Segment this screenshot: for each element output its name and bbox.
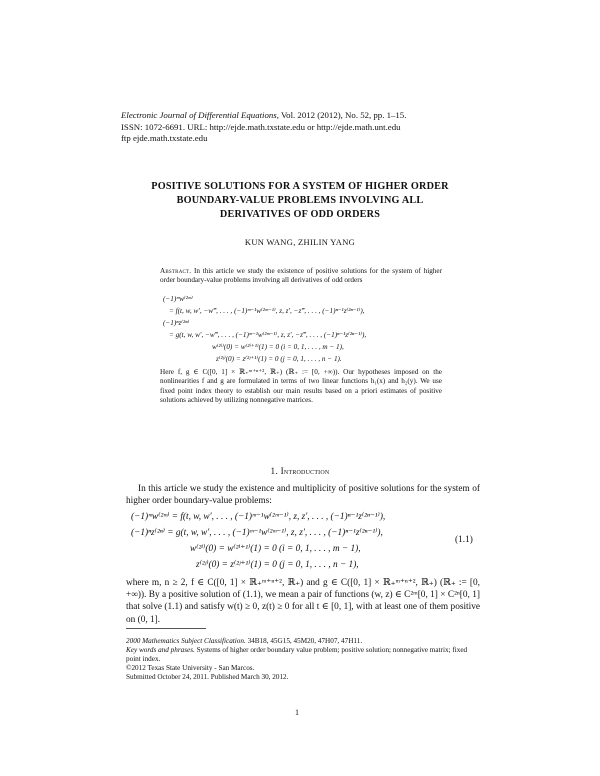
copyright: ©2012 Texas State University - San Marcos. — [126, 664, 255, 672]
paper-title — [110, 180, 490, 222]
msc-codes: 34B18, 45G15, 45M20, 47H07, 47H11. — [245, 637, 363, 645]
intro-paragraph: In this article we study the existence and multiplicity of positive solutions for the system of higher order boundary-value problems: — [126, 484, 480, 507]
section-heading — [110, 466, 490, 476]
authors: KUN WANG, ZHILIN YANG — [244, 237, 356, 247]
title-line-3: DERIVATIVES OF ODD ORDERS — [219, 209, 381, 220]
abstract-label: Abstract. — [160, 267, 192, 275]
section-title: Introduction — [280, 466, 330, 476]
journal-volume: , Vol. 2012 (2012), No. 52, pp. 1–15. — [276, 110, 407, 120]
title-line-1: POSITIVE SOLUTIONS FOR A SYSTEM OF HIGHER ORDER — [151, 181, 449, 192]
msc-line — [126, 637, 482, 646]
abstract-outro: Here f, g ∈ C([0, 1] × ℝ₊ᵐ⁺ⁿ⁺², ℝ₊) (ℝ₊ := [0, +∞)). Our hypotheses imposed on the nonlinearities f and g are formulated in terms of two linear functions h₁(x) and h₂(y). We use fixed point index theory to establish our main results based on a priori estimates of positive solutions achieved by utilizing nonnegative matrices. — [160, 368, 442, 404]
equation-number: (1.1) — [455, 535, 473, 545]
title-line-2: BOUNDARY-VALUE PROBLEMS INVOLVING ALL — [176, 195, 424, 206]
submission-dates: Submitted October 24, 2011. Published March 30, 2012. — [126, 673, 289, 681]
footnote-rule — [126, 628, 206, 629]
keywords-label: Key words and phrases. — [126, 646, 195, 654]
journal-name: Electronic Journal of Differential Equations — [121, 110, 277, 120]
abstract-eq-f: = f(t, w, w′, −w‴, . . . , (−1)ᵐ⁻¹w⁽²ᵐ⁻¹⁾, z, z′, −z‴, . . . , (−1)ⁿ⁻¹z⁽²ⁿ⁻¹⁾), — [169, 307, 365, 315]
msc-label: 2000 Mathematics Subject Classification. — [126, 637, 246, 645]
abstract-bc-z: z⁽²ʲ⁾(0) = z⁽²ʲ⁺¹⁾(1) = 0 (j = 0, 1, . . . , n − 1). — [216, 355, 342, 363]
abstract-intro: In this article we study the existence of positive solutions for the system of higher order boundary-value problems involving all derivatives of odd orders — [160, 267, 442, 285]
keywords: Systems of higher order boundary value problem; positive solution; nonnegative matrix; fixed point index. — [126, 646, 468, 663]
page-number: 1 — [295, 708, 299, 717]
journal-header — [121, 110, 501, 145]
system-bc-w: w⁽²ⁱ⁾(0) = w⁽²ⁱ⁺¹⁾(1) = 0 (i = 0, 1, . . . , m − 1), — [190, 544, 361, 554]
journal-citation — [121, 110, 501, 122]
section-number: 1. — [270, 466, 279, 476]
abstract-eq-g: = g(t, w, w′, −w‴, . . . , (−1)ᵐ⁻¹w⁽²ᵐ⁻¹⁾, z, z′, −z‴, . . . , (−1)ⁿ⁻¹z⁽²ⁿ⁻¹⁾), — [169, 331, 367, 339]
footnotes — [126, 637, 482, 682]
abstract-bc-w: w⁽²ⁱ⁾(0) = w⁽²ⁱ⁺¹⁾(1) = 0 (i = 0, 1, . . . , m − 1), — [212, 343, 344, 351]
abstract-eq-lhs-w: (−1)ᵐw⁽²ᵐ⁾ — [163, 295, 193, 303]
system-bc-z: z⁽²ʲ⁾(0) = z⁽²ʲ⁺¹⁾(1) = 0 (j = 0, 1, . . . , n − 1), — [196, 560, 359, 570]
definition-paragraph: where m, n ≥ 2, f ∈ C([0, 1] × ℝ₊ᵐ⁺ⁿ⁺², ℝ₊) and g ∈ C([0, 1] × ℝ₊ᵐ⁺ⁿ⁺², ℝ₊) (ℝ₊ := [0, +∞)). By a positive solution of (1.1), we mean a pair of functions (w, z) ∈ C²ᵐ[0, 1] × C²ⁿ[0, 1] that solve (1.1) and satisfy w(t) ≥ 0, z(t) ≥ 0 for all t ∈ [0, 1], with at least one of them positive on (0, 1]. — [126, 578, 480, 625]
abstract-eq-lhs-z: (−1)ⁿz⁽²ⁿ⁾ — [163, 319, 190, 327]
ftp-line: ftp ejde.math.txstate.edu — [121, 133, 208, 143]
issn-url-line: ISSN: 1072-6691. URL: http://ejde.math.txstate.edu or http://ejde.math.unt.edu — [121, 121, 401, 132]
system-eq-1: (−1)ᵐw⁽²ᵐ⁾ = f(t, w, w′, . . . , (−1)ᵐ⁻¹w⁽²ᵐ⁻¹⁾, z, z′, . . . , (−1)ⁿ⁻¹z⁽²ⁿ⁻¹⁾), — [131, 512, 386, 522]
keywords-line — [126, 646, 482, 664]
abstract — [160, 267, 442, 286]
system-eq-2: (−1)ⁿz⁽²ⁿ⁾ = g(t, w, w′, . . . , (−1)ᵐ⁻¹w⁽²ᵐ⁻¹⁾, z, z′, . . . , (−1)ⁿ⁻¹z⁽²ⁿ⁻¹⁾), — [131, 528, 383, 538]
